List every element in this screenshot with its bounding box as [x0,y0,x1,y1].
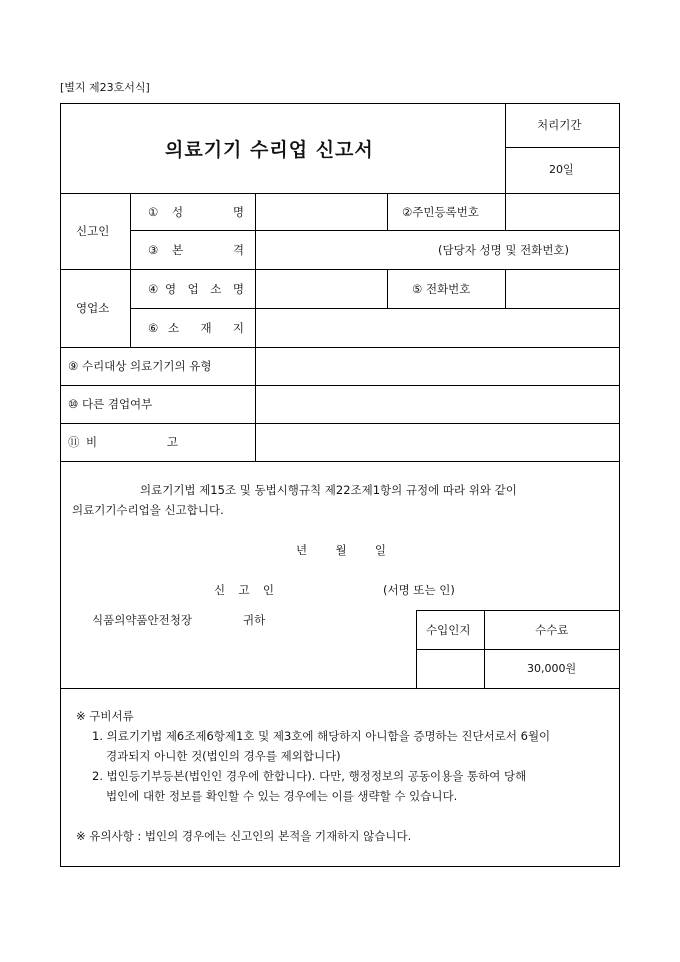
address-field[interactable] [256,309,619,347]
required-doc-2-line-1: 2. 법인등기부등본(법인인 경우에 한합니다). 다만, 행정정보의 공동이용을 통하여 당해 [92,769,527,783]
address-label-char: 소 [168,321,180,335]
business-name-number: ④ [148,282,159,296]
domicile-number: ③ [148,243,159,257]
business-name-label [165,281,244,297]
stamp-box-top [416,610,620,611]
business-name-field[interactable] [256,270,387,308]
business-name-label-char: 영 [165,282,177,296]
name-number: ① [148,205,159,219]
declaration-line-1: 의료기기법 제15조 및 동법시행규칙 제22조제1항의 규정에 따라 위와 같이 [140,483,517,497]
signature-note: (서명 또는 인) [383,583,455,597]
required-doc-1-line-2: 경과되지 아니한 것(법인의 경우를 제외합니다) [106,749,341,763]
revenue-stamp-area[interactable] [417,650,484,688]
business-name-label-char: 업 [187,282,199,296]
name-label-char: 성 [172,205,184,219]
date-year-label: 년 [296,543,308,557]
business-section-label: 영업소 [76,301,110,315]
signer-label-char: 신 [214,583,226,597]
address-number: ⑥ [148,321,159,335]
rrn-field[interactable] [506,194,619,230]
signer-label-char: 고 [238,583,250,597]
remarks-label [86,434,178,450]
address-label-char: 재 [200,321,212,335]
fee-label: 수수료 [535,623,569,637]
domicile-label-char: 본 [172,243,184,257]
declaration-line-2: 의료기기수리업을 신고합니다. [72,503,224,517]
contact-note: (담당자 성명 및 전화번호) [438,243,570,257]
phone-left-divider [387,269,388,308]
caution-note: ※ 유의사항 : 법인의 경우에는 신고인의 본적을 기재하지 않습니다. [76,829,412,843]
phone-field[interactable] [506,270,619,308]
address-label [168,320,244,336]
form-title: 의료기기 수리업 신고서 [165,139,374,161]
revenue-stamp-label: 수입인지 [426,623,471,637]
other-business-label: ⑩ 다른 겸업여부 [68,397,153,411]
rrn-label: ②주민등록번호 [402,205,479,219]
required-docs-title: ※ 구비서류 [76,709,134,723]
business-name-label-char: 명 [232,282,244,296]
frame-top [60,103,620,104]
addressee: 식품의약품안전청장 [92,613,192,627]
remarks-field[interactable] [256,424,619,461]
name-label [172,204,244,220]
device-type-label: ⑨ 수리대상 의료기기의 유형 [68,359,212,373]
date-line [296,542,386,558]
device-type-field[interactable] [256,348,619,385]
required-doc-2-line-2: 법인에 대한 정보를 확인할 수 있는 경우에는 이를 생략할 수 있습니다. [106,789,458,803]
applicant-section-label: 신고인 [76,224,110,238]
remarks-number: ⑪ [68,435,80,449]
form-number-label: [별지 제23호서식] [60,81,150,94]
domicile-label-char: 격 [232,243,244,257]
processing-period-label: 처리기간 [537,118,582,132]
date-month-label: 월 [335,543,347,557]
processing-period-value: 20일 [549,163,574,176]
name-field[interactable] [256,194,387,230]
rrn-left-divider [387,193,388,230]
signer-label [214,582,274,598]
phone-label: ⑤ 전화번호 [412,282,471,296]
frame-bottom [60,866,620,867]
business-name-label-char: 소 [210,282,222,296]
remarks-label-char: 고 [166,435,178,449]
frame-left [60,103,61,867]
signer-label-char: 인 [262,583,274,597]
remarks-label-char: 비 [86,435,98,449]
honorific: 귀하 [243,613,266,627]
title-divider [505,103,506,193]
name-label-char: 명 [232,205,244,219]
section-col-divider [130,193,131,347]
processing-divider [505,147,620,148]
date-day-label: 일 [374,543,386,557]
row-line-7 [60,461,620,462]
frame-right [619,103,620,867]
other-business-field[interactable] [256,386,619,423]
fee-value: 30,000원 [527,662,577,675]
domicile-label [172,242,244,258]
address-label-char: 지 [232,321,244,335]
notes-top [60,688,620,689]
required-doc-1-line-1: 1. 의료기기법 제6조제6항제1호 및 제3호에 해당하지 아니함을 증명하는 진단서로서 6월이 [92,729,551,743]
stamp-box-divider [484,610,485,688]
